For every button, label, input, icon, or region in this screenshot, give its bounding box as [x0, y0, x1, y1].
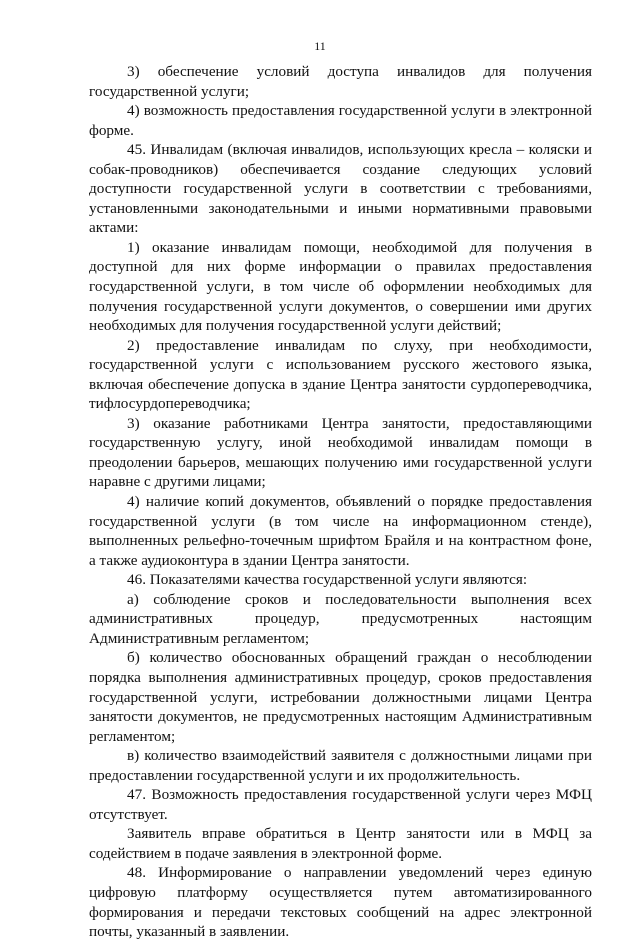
paragraph: б) количество обоснованных обращений граждан о несоблюдении порядка выполнения административных процедур, сроков предоставления государственной услуги, истребовании должностными лицами Центра занятости документов, не предусмотренных настоящим Административным регламентом; [89, 649, 592, 745]
document-body [89, 62, 592, 942]
paragraph: 4) наличие копий документов, объявлений о порядке предоставления государственной услуги (в том числе на информационном стенде), выполненных рельефно-точечным шрифтом Брайля и на контрастном фоне, а также аудиоконтура в здании Центра занятости. [89, 493, 592, 569]
page-number: 11 [314, 39, 326, 53]
paragraph: 2) предоставление инвалидам по слуху, при необходимости, государственной услуги с использованием русского жестового языка, включая обеспечение допуска в здание Центра занятости сурдопереводчика, тифлосурдопереводчика; [89, 336, 592, 413]
paragraph: 47. Возможность предоставления государственной услуги через МФЦ отсутствует. [89, 786, 592, 823]
paragraph: 4) возможность предоставления государственной услуги в электронной форме. [89, 102, 592, 139]
paragraph: Заявитель вправе обратиться в Центр занятости или в МФЦ за содействием в подаче заявления в электронной форме. [89, 825, 592, 862]
paragraph: 46. Показателями качества государственной услуги являются: [127, 571, 528, 589]
paragraph: в) количество взаимодействий заявителя с должностными лицами при предоставлении государственной услуги и их продолжительность. [89, 747, 592, 784]
paragraph: 3) обеспечение условий доступа инвалидов для получения государственной услуги; [89, 63, 592, 100]
paragraph: а) соблюдение сроков и последовательности выполнения всех административных процедур, предусмотренных настоящим Административным регламентом; [89, 590, 592, 647]
paragraph: 3) оказание работниками Центра занятости, предоставляющими государственную услугу, иной необходимой инвалидам помощи в преодолении барьеров, мешающих получению ими государственной услуги наравне с другими лицами; [89, 414, 592, 491]
paragraph: 45. Инвалидам (включая инвалидов, использующих кресла – коляски и собак-проводников) обеспечивается создание следующих условий доступности государственной услуги в соответствии с требованиями, установленными законодательными и иными нормативными правовыми актами: [89, 141, 592, 237]
paragraph: 1) оказание инвалидам помощи, необходимой для получения в доступной для них форме информации о правилах предоставления государственной услуги, в том числе об оформлении необходимых для получения государственной услуги документов, о совершении ими других необходимых для получения государственной услуги действий; [89, 238, 592, 335]
paragraph: 48. Информирование о направлении уведомлений через единую цифровую платформу осуществляется путем автоматизированного формирования и передачи текстовых сообщений на адрес электронной почты, указанный в заявлении. [89, 864, 592, 941]
